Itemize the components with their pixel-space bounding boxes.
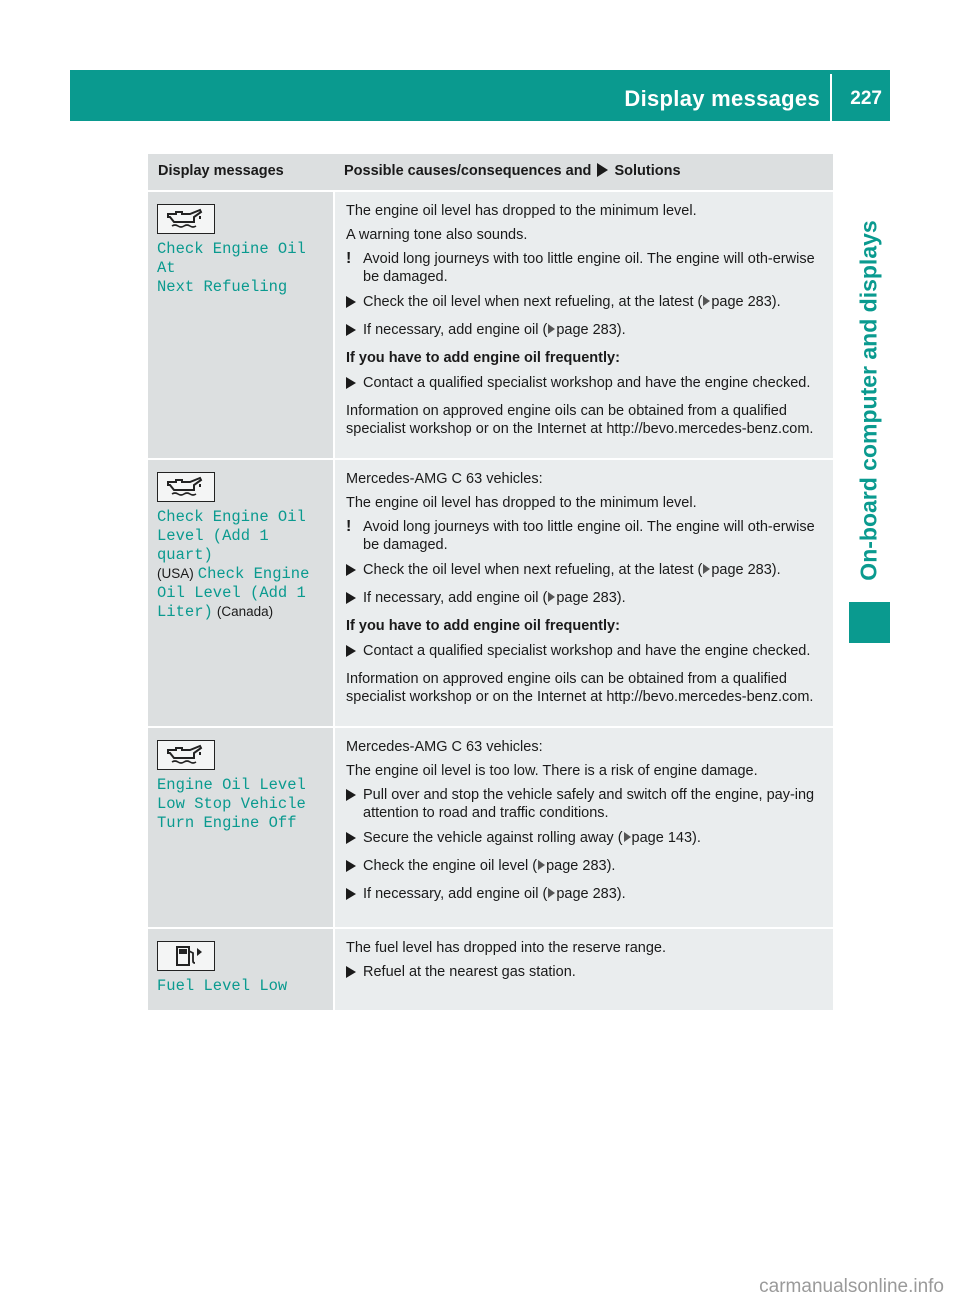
step-text: Check the oil level when next refueling, at the latest (	[363, 294, 703, 310]
oil-can-icon	[157, 204, 215, 234]
intro-text: Mercedes-AMG C 63 vehicles:	[346, 471, 543, 487]
action-arrow-icon	[346, 789, 356, 801]
side-tab-label: On-board computer and displays	[856, 219, 883, 581]
page-number: 227	[850, 88, 882, 109]
step-text: Secure the vehicle against rolling away (	[363, 830, 623, 846]
page-ref-link[interactable]: page 283).	[556, 590, 626, 606]
action-arrow-icon	[346, 296, 356, 308]
action-arrow-icon	[346, 860, 356, 872]
warning-note	[346, 518, 825, 554]
region-label-canada: (Canada)	[216, 604, 274, 619]
step-item	[346, 786, 825, 822]
oil-can-icon	[157, 472, 215, 502]
side-tab	[849, 215, 890, 585]
page-ref-icon	[548, 592, 555, 602]
page-ref-link[interactable]: page 283).	[556, 886, 626, 902]
solution-cell	[334, 459, 833, 727]
region-label-usa: (USA)	[157, 566, 194, 581]
message-cell	[148, 459, 334, 727]
col-header-causes-text: Possible causes/consequences and	[344, 163, 592, 179]
step-item	[346, 561, 825, 582]
warning-icon: !	[346, 518, 352, 535]
message-cell	[148, 928, 334, 1011]
action-arrow-icon	[346, 888, 356, 900]
watermark: carmanualsonline.info	[759, 1276, 944, 1297]
col-header-display-messages: Display messages	[148, 154, 334, 191]
col-header-solutions-text: Solutions	[614, 163, 681, 179]
action-arrow-icon	[346, 592, 356, 604]
step-item	[346, 857, 825, 878]
message-cell	[148, 727, 334, 928]
step-item	[346, 885, 825, 906]
step-text: If necessary, add engine oil (	[363, 322, 548, 338]
solution-cell	[334, 191, 833, 459]
page-ref-icon	[548, 888, 555, 898]
solution-cell	[334, 928, 833, 1011]
intro-text: A warning tone also sounds.	[346, 227, 528, 243]
page-ref-icon	[548, 324, 555, 334]
action-arrow-icon	[597, 163, 608, 177]
display-message-text: Engine Oil Level Low Stop Vehicle Turn Engine Off	[157, 776, 306, 832]
info-text: Information on approved engine oils can be obtained from a qualified specialist workshop or on the Internet at http://bevo.mercedes-benz.com.	[346, 671, 814, 705]
subheading: If you have to add engine oil frequently:	[346, 350, 620, 366]
page-ref-link[interactable]: page 283).	[556, 322, 626, 338]
page-title: Display messages	[624, 86, 820, 111]
action-arrow-icon	[346, 377, 356, 389]
step-text: Check the oil level when next refueling, at the latest (	[363, 562, 703, 578]
action-arrow-icon	[346, 645, 356, 657]
warning-text: Avoid long journeys with too little engine oil. The engine will oth-erwise be damaged.	[363, 251, 815, 285]
solution-cell	[334, 727, 833, 928]
page-ref-icon	[703, 564, 710, 574]
display-message-text-usa: Check Engine Oil Level (Add 1 quart)	[157, 508, 306, 564]
step-text: If necessary, add engine oil (	[363, 590, 548, 606]
action-arrow-icon	[346, 564, 356, 576]
subheading: If you have to add engine oil frequently:	[346, 618, 620, 634]
side-tab-marker	[849, 602, 890, 643]
step-text: Refuel at the nearest gas station.	[363, 964, 576, 980]
header-bar	[70, 70, 890, 121]
intro-text: The engine oil level has dropped to the minimum level.	[346, 203, 697, 219]
step-item	[346, 293, 825, 314]
intro-text: The fuel level has dropped into the reserve range.	[346, 940, 667, 956]
display-message-text-canada-cont: Oil Level (Add 1 Liter)	[157, 584, 306, 621]
table-row	[148, 928, 833, 1011]
step-item	[346, 321, 825, 342]
page-ref-link[interactable]: page 143).	[631, 830, 701, 846]
step-text: Check the engine oil level (	[363, 858, 538, 874]
step-text: Contact a qualified specialist workshop and have the engine checked.	[363, 643, 811, 659]
warning-text: Avoid long journeys with too little engine oil. The engine will oth-erwise be damaged.	[363, 519, 815, 553]
step-item	[346, 642, 825, 663]
step-text: Contact a qualified specialist workshop and have the engine checked.	[363, 375, 811, 391]
intro-text: Mercedes-AMG C 63 vehicles:	[346, 739, 543, 755]
step-item	[346, 589, 825, 610]
step-text: If necessary, add engine oil (	[363, 886, 548, 902]
page-ref-link[interactable]: page 283).	[546, 858, 616, 874]
step-text: Pull over and stop the vehicle safely and switch off the engine, pay-ing attention to road and traffic conditions.	[363, 787, 815, 821]
page-ref-link[interactable]: page 283).	[711, 294, 781, 310]
info-text: Information on approved engine oils can be obtained from a qualified specialist workshop or on the Internet at http://bevo.mercedes-benz.com.	[346, 403, 814, 437]
col-header-causes	[334, 154, 833, 191]
display-message-text: Fuel Level Low	[157, 977, 288, 995]
message-cell	[148, 191, 334, 459]
intro-text: The engine oil level is too low. There is a risk of engine damage.	[346, 763, 758, 779]
table-row	[148, 191, 833, 459]
table-row	[148, 727, 833, 928]
step-item	[346, 374, 825, 395]
display-messages-table	[148, 154, 833, 1012]
action-arrow-icon	[346, 966, 356, 978]
warning-note	[346, 250, 825, 286]
display-message-text-canada: Check Engine	[197, 565, 310, 583]
action-arrow-icon	[346, 832, 356, 844]
page-ref-icon	[703, 296, 710, 306]
warning-icon: !	[346, 250, 352, 267]
intro-text: The engine oil level has dropped to the minimum level.	[346, 495, 697, 511]
fuel-pump-icon	[157, 941, 215, 971]
header-divider	[830, 74, 832, 121]
table-row	[148, 459, 833, 727]
oil-can-icon	[157, 740, 215, 770]
table-header-row	[148, 154, 833, 191]
page-ref-link[interactable]: page 283).	[711, 562, 781, 578]
display-message-text: Check Engine Oil At Next Refueling	[157, 240, 306, 296]
step-item	[346, 829, 825, 850]
page-ref-icon	[538, 860, 545, 870]
page-ref-icon	[624, 832, 631, 842]
action-arrow-icon	[346, 324, 356, 336]
step-item	[346, 963, 825, 984]
